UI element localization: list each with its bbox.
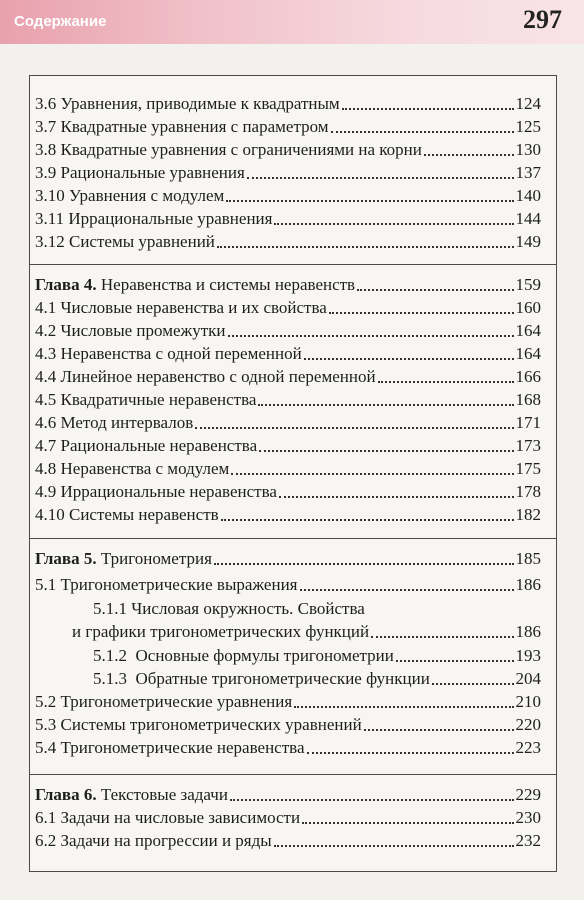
dot-leader bbox=[357, 289, 513, 291]
entry-title: Иррациональные уравнения bbox=[68, 209, 273, 228]
entry-number: 4.8 bbox=[35, 459, 57, 478]
dot-leader bbox=[424, 154, 514, 156]
entry-title: Неравенства с модулем bbox=[60, 459, 230, 478]
toc-entry[interactable] bbox=[35, 458, 541, 480]
chapter-number: Глава 4. bbox=[35, 275, 97, 294]
toc-entry[interactable] bbox=[35, 691, 541, 713]
dot-leader bbox=[195, 427, 513, 429]
dot-leader bbox=[307, 752, 514, 754]
toc-chapter-entry[interactable] bbox=[35, 784, 541, 806]
dot-leader bbox=[371, 636, 513, 638]
toc-entry[interactable] bbox=[35, 435, 541, 457]
dot-leader bbox=[231, 473, 513, 475]
entry-title: и графики тригонометрических функций bbox=[72, 622, 370, 641]
dot-leader bbox=[396, 660, 514, 662]
toc-subentry[interactable] bbox=[93, 645, 541, 667]
entry-number: 3.7 bbox=[35, 117, 57, 136]
entry-title: Тригонометрические неравенства bbox=[60, 738, 305, 757]
section-divider bbox=[30, 774, 556, 775]
entry-number: 4.10 bbox=[35, 505, 65, 524]
dot-leader bbox=[274, 223, 513, 225]
dot-leader bbox=[226, 200, 513, 202]
entry-number: 5.1 bbox=[35, 575, 57, 594]
entry-title: Задачи на числовые зависимости bbox=[60, 808, 301, 827]
entry-page: 232 bbox=[515, 831, 541, 850]
entry-title: Системы неравенств bbox=[69, 505, 219, 524]
entry-page: 130 bbox=[515, 140, 541, 159]
entry-title: Обратные тригонометрические функции bbox=[135, 669, 430, 688]
entry-number: 4.2 bbox=[35, 321, 57, 340]
entry-number: 5.4 bbox=[35, 738, 57, 757]
toc-entry[interactable] bbox=[35, 320, 541, 342]
entry-page: 125 bbox=[515, 117, 541, 136]
entry-title: Квадратные уравнения с параметром bbox=[60, 117, 329, 136]
entry-title: Тригонометрические выражения bbox=[60, 575, 298, 594]
entry-page: 159 bbox=[515, 275, 541, 294]
dot-leader bbox=[432, 683, 514, 685]
dot-leader bbox=[378, 381, 514, 383]
entry-title: Числовые неравенства и их свойства bbox=[60, 298, 327, 317]
toc-entry[interactable] bbox=[35, 162, 541, 184]
chapter-number: Глава 5. bbox=[35, 549, 97, 568]
toc-entry[interactable] bbox=[35, 208, 541, 230]
entry-title: Линейное неравенство с одной переменной bbox=[60, 367, 376, 386]
entry-title: Рациональные уравнения bbox=[60, 163, 245, 182]
dot-leader bbox=[274, 845, 514, 847]
entry-number: 6.1 bbox=[35, 808, 57, 827]
entry-title: Тригонометрия bbox=[100, 549, 212, 568]
toc-entry[interactable] bbox=[35, 389, 541, 411]
entry-page: 124 bbox=[515, 94, 541, 113]
entry-title: Неравенства с одной переменной bbox=[60, 344, 302, 363]
entry-page: 164 bbox=[515, 344, 541, 363]
entry-page: 164 bbox=[515, 321, 541, 340]
entry-title: Основные формулы тригонометрии bbox=[135, 646, 394, 665]
toc-entry[interactable] bbox=[35, 343, 541, 365]
toc-entry[interactable] bbox=[35, 412, 541, 434]
dot-leader bbox=[329, 312, 514, 314]
entry-number: 4.5 bbox=[35, 390, 57, 409]
entry-page: 185 bbox=[515, 549, 541, 568]
entry-page: 204 bbox=[515, 669, 541, 688]
dot-leader bbox=[300, 589, 514, 591]
page-number: 297 bbox=[523, 5, 562, 34]
toc-entry[interactable] bbox=[35, 504, 541, 526]
toc-entry[interactable] bbox=[35, 714, 541, 736]
entry-page: 178 bbox=[515, 482, 541, 501]
entry-page: 168 bbox=[515, 390, 541, 409]
toc-entry[interactable] bbox=[35, 830, 541, 852]
toc-entry[interactable] bbox=[35, 366, 541, 388]
toc-entry[interactable] bbox=[35, 737, 541, 759]
entry-number: 3.10 bbox=[35, 186, 65, 205]
entry-page: 229 bbox=[515, 785, 541, 804]
dot-leader bbox=[247, 177, 514, 179]
entry-page: 149 bbox=[515, 232, 541, 251]
entry-title: Неравенства и системы неравенств bbox=[100, 275, 356, 294]
entry-page: 210 bbox=[515, 692, 541, 711]
entry-number: 6.2 bbox=[35, 831, 57, 850]
entry-number: 5.1.1 bbox=[93, 599, 127, 618]
entry-number: 4.6 bbox=[35, 413, 57, 432]
entry-title: Системы уравнений bbox=[69, 232, 215, 251]
toc-chapter-entry[interactable] bbox=[35, 548, 541, 570]
toc-entry[interactable] bbox=[35, 185, 541, 207]
entry-page: 186 bbox=[515, 575, 541, 594]
toc-entry[interactable] bbox=[35, 574, 541, 596]
toc-subentry-title-line[interactable] bbox=[93, 598, 365, 620]
toc-entry[interactable] bbox=[35, 297, 541, 319]
dot-leader bbox=[364, 729, 514, 731]
dot-leader bbox=[230, 799, 514, 801]
toc-chapter-entry[interactable] bbox=[35, 274, 541, 296]
dot-leader bbox=[294, 706, 513, 708]
entry-page: 182 bbox=[515, 505, 541, 524]
toc-subentry[interactable] bbox=[93, 668, 541, 690]
dot-leader bbox=[228, 335, 514, 337]
toc-subentry[interactable] bbox=[72, 621, 541, 643]
entry-title: Текстовые задачи bbox=[100, 785, 228, 804]
dot-leader bbox=[304, 358, 514, 360]
page-header bbox=[0, 0, 584, 44]
dot-leader bbox=[342, 108, 514, 110]
toc-entry[interactable] bbox=[35, 139, 541, 161]
entry-page: 166 bbox=[515, 367, 541, 386]
entry-page: 173 bbox=[515, 436, 541, 455]
entry-title: Задачи на прогрессии и ряды bbox=[60, 831, 272, 850]
entry-title: Уравнения с модулем bbox=[69, 186, 225, 205]
entry-page: 175 bbox=[515, 459, 541, 478]
dot-leader bbox=[279, 496, 514, 498]
toc-entry[interactable] bbox=[35, 116, 541, 138]
entry-title: Числовые промежутки bbox=[60, 321, 226, 340]
toc-entry[interactable] bbox=[35, 93, 541, 115]
dot-leader bbox=[302, 822, 513, 824]
entry-title: Тригонометрические уравнения bbox=[60, 692, 293, 711]
toc-entry[interactable] bbox=[35, 231, 541, 253]
toc-entry[interactable] bbox=[35, 481, 541, 503]
entry-title: Уравнения, приводимые к квадратным bbox=[60, 94, 340, 113]
entry-number: 5.1.2 bbox=[93, 646, 127, 665]
entry-page: 160 bbox=[515, 298, 541, 317]
entry-number: 4.9 bbox=[35, 482, 57, 501]
entry-number: 3.11 bbox=[35, 209, 65, 228]
entry-title: Системы тригонометрических уравнений bbox=[60, 715, 362, 734]
entry-number: 3.8 bbox=[35, 140, 57, 159]
entry-page: 193 bbox=[515, 646, 541, 665]
entry-page: 220 bbox=[515, 715, 541, 734]
entry-number: 5.1.3 bbox=[93, 669, 127, 688]
entry-number: 4.7 bbox=[35, 436, 57, 455]
dot-leader bbox=[331, 131, 514, 133]
entry-title: Квадратные уравнения с ограничениями на корни bbox=[60, 140, 422, 159]
entry-page: 186 bbox=[515, 622, 541, 641]
entry-number: 4.1 bbox=[35, 298, 57, 317]
section-divider bbox=[30, 538, 556, 539]
entry-page: 223 bbox=[515, 738, 541, 757]
entry-number: 4.4 bbox=[35, 367, 57, 386]
entry-number: 5.2 bbox=[35, 692, 57, 711]
entry-page: 137 bbox=[515, 163, 541, 182]
entry-title: Иррациональные неравенства bbox=[60, 482, 277, 501]
entry-page: 140 bbox=[515, 186, 541, 205]
entry-page: 171 bbox=[515, 413, 541, 432]
entry-title: Рациональные неравенства bbox=[60, 436, 258, 455]
dot-leader bbox=[258, 404, 513, 406]
entry-number: 3.12 bbox=[35, 232, 65, 251]
entry-number: 5.3 bbox=[35, 715, 57, 734]
entry-page: 144 bbox=[515, 209, 541, 228]
entry-number: 3.6 bbox=[35, 94, 57, 113]
chapter-number: Глава 6. bbox=[35, 785, 97, 804]
entry-number: 4.3 bbox=[35, 344, 57, 363]
entry-title: Метод интервалов bbox=[60, 413, 194, 432]
entry-number: 3.9 bbox=[35, 163, 57, 182]
running-title: Содержание bbox=[14, 13, 107, 30]
entry-title: Числовая окружность. Свойства bbox=[131, 599, 365, 618]
entry-title: Квадратичные неравенства bbox=[60, 390, 257, 409]
dot-leader bbox=[221, 519, 514, 521]
toc-entry[interactable] bbox=[35, 807, 541, 829]
section-divider bbox=[30, 264, 556, 265]
dot-leader bbox=[217, 246, 514, 248]
dot-leader bbox=[214, 563, 514, 565]
dot-leader bbox=[259, 450, 513, 452]
entry-page: 230 bbox=[515, 808, 541, 827]
